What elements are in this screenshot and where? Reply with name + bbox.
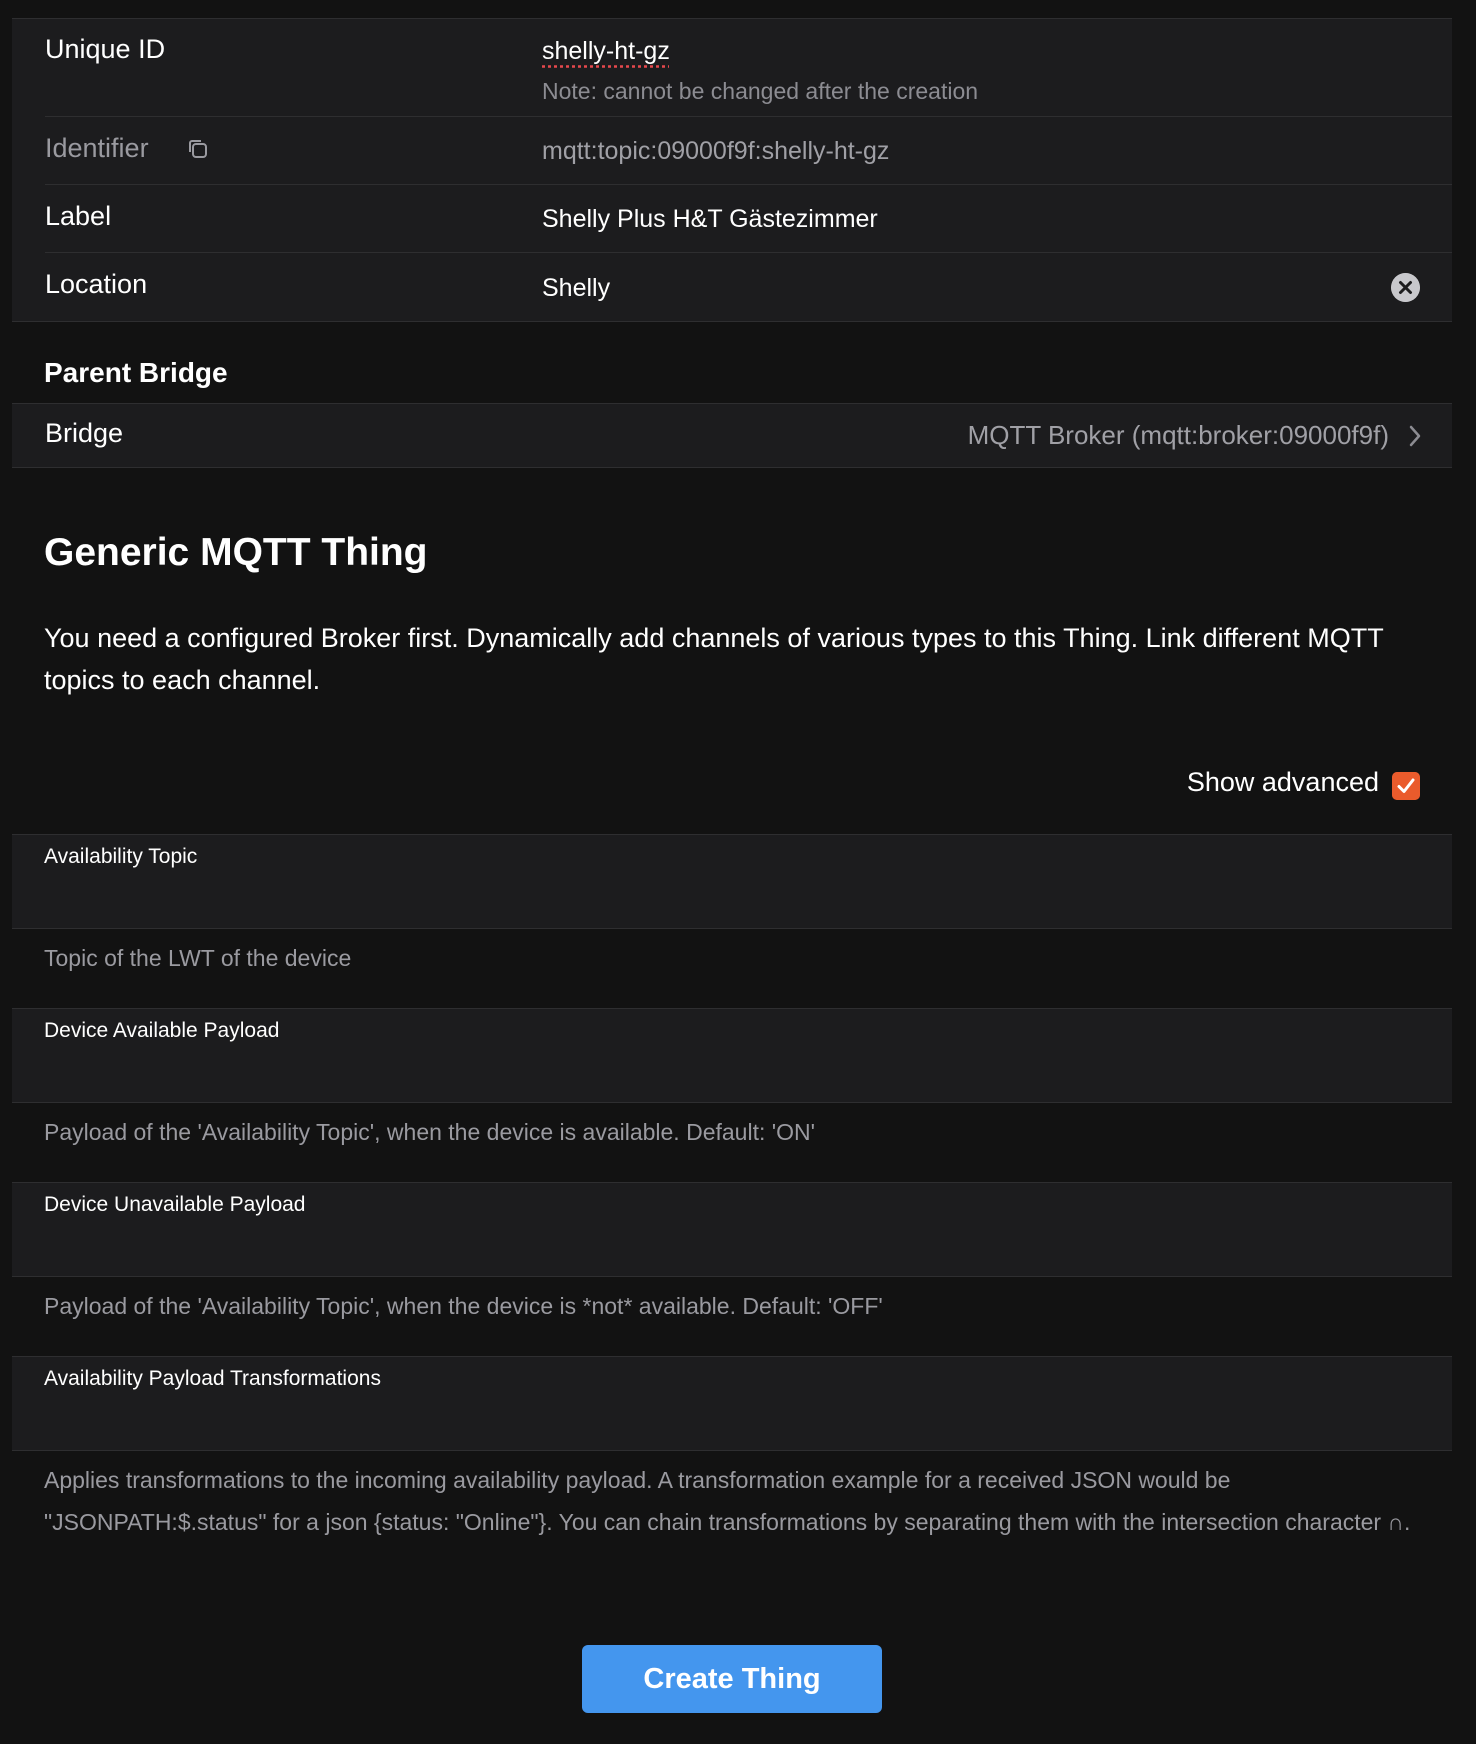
bridge-value: MQTT Broker (mqtt:broker:09000f9f)	[967, 420, 1389, 450]
divider	[12, 1356, 1452, 1357]
location-input[interactable]: Shelly	[542, 274, 611, 302]
copy-icon[interactable]	[187, 138, 209, 160]
create-thing-button[interactable]: Create Thing	[582, 1645, 882, 1713]
location-row	[12, 253, 1452, 322]
divider	[12, 467, 1452, 468]
availability-topic-input[interactable]	[44, 878, 1420, 920]
divider	[12, 834, 1452, 835]
clear-icon[interactable]	[1391, 273, 1420, 302]
device-unavailable-payload-field	[12, 1182, 1452, 1277]
label-label: Label	[45, 201, 112, 231]
device-available-payload-hint: Payload of the 'Availability Topic', when the device is available. Default: 'ON'	[44, 1119, 816, 1145]
identifier-label: Identifier	[45, 133, 149, 163]
unique-id-label: Unique ID	[45, 34, 166, 64]
availability-payload-transformations-input[interactable]	[44, 1400, 1420, 1442]
device-available-payload-field	[12, 1008, 1452, 1103]
unique-id-input[interactable]: shelly-ht-gz	[542, 37, 670, 65]
identifier-value: mqtt:topic:09000f9f:shelly-ht-gz	[542, 137, 890, 165]
availability-payload-transformations-field	[12, 1356, 1452, 1451]
unique-id-note: Note: cannot be changed after the creation	[542, 78, 979, 104]
divider	[12, 1182, 1452, 1183]
binding-title: Generic MQTT Thing	[44, 531, 428, 574]
label-row	[12, 185, 1452, 253]
identifier-row	[12, 117, 1452, 185]
divider	[12, 1102, 1452, 1103]
divider	[12, 1450, 1452, 1451]
divider	[12, 928, 1452, 929]
divider	[12, 1008, 1452, 1009]
label-input[interactable]: Shelly Plus H&T Gästezimmer	[542, 205, 878, 233]
divider	[12, 321, 1452, 322]
device-available-payload-label: Device Available Payload	[44, 1019, 280, 1042]
binding-description: You need a configured Broker first. Dynamically add channels of various types to this Thing. Link different MQTT topics to each channel.	[44, 623, 1384, 695]
show-advanced-label: Show advanced	[1186, 767, 1379, 797]
device-unavailable-payload-hint: Payload of the 'Availability Topic', when the device is *not* available. Default: 'OFF'	[44, 1293, 883, 1319]
device-unavailable-payload-label: Device Unavailable Payload	[44, 1193, 306, 1216]
show-advanced-checkbox[interactable]	[1392, 772, 1420, 800]
divider	[12, 1276, 1452, 1277]
bridge-row[interactable]	[12, 403, 1452, 468]
availability-payload-transformations-hint: Applies transformations to the incoming availability payload. A transformation example for a received JSON would be "JSONPATH:$.status" for a json {status: "Online"}. You can chain transformations by separating them with the intersection character ∩.	[44, 1467, 1411, 1535]
unique-id-row	[12, 18, 1452, 117]
parent-bridge-title: Parent Bridge	[44, 357, 228, 388]
bridge-label: Bridge	[45, 418, 124, 448]
thing-properties-list	[12, 18, 1452, 322]
device-available-payload-input[interactable]	[44, 1052, 1420, 1094]
chevron-right-icon	[1408, 424, 1422, 448]
device-unavailable-payload-input[interactable]	[44, 1226, 1420, 1268]
location-label: Location	[45, 269, 148, 299]
availability-payload-transformations-label: Availability Payload Transformations	[44, 1367, 381, 1390]
availability-topic-field	[12, 834, 1452, 929]
parent-bridge-list	[12, 403, 1452, 468]
availability-topic-label: Availability Topic	[44, 845, 198, 868]
availability-topic-hint: Topic of the LWT of the device	[44, 945, 352, 971]
